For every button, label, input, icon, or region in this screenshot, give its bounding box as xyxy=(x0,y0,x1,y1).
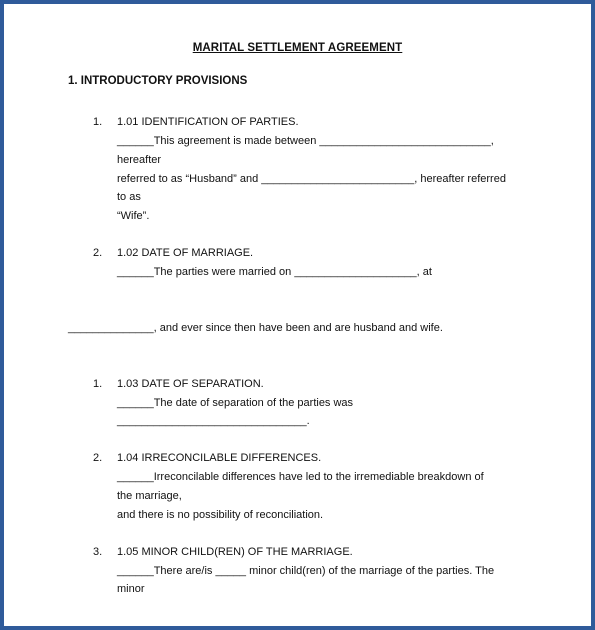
document-title xyxy=(4,42,591,54)
item-heading: 1.02 DATE OF MARRIAGE. xyxy=(117,247,254,259)
item-number: 1. xyxy=(93,378,103,390)
document-title-text: MARITAL SETTLEMENT AGREEMENT xyxy=(192,42,403,54)
item-line: referred to as “Husband” and _________________________, hereafter referred xyxy=(117,173,506,185)
item-heading: 1.01 IDENTIFICATION OF PARTIES. xyxy=(117,116,299,128)
item-line: and there is no possibility of reconciliation. xyxy=(117,509,324,521)
item-heading: 1.03 DATE OF SEPARATION. xyxy=(117,378,264,390)
item-line: ______Irreconcilable differences have led to the irremediable breakdown of xyxy=(117,471,484,483)
item-line: _______________________________. xyxy=(117,415,310,427)
item-line: ______This agreement is made between ____________________________, xyxy=(117,135,494,147)
item-line: hereafter xyxy=(117,154,162,166)
item-number: 1. xyxy=(93,116,103,128)
document-page xyxy=(4,4,591,626)
item-line: “Wife”. xyxy=(117,210,150,222)
section-heading: 1. INTRODUCTORY PROVISIONS xyxy=(68,75,248,87)
item-number: 2. xyxy=(93,247,103,259)
item-line: minor xyxy=(117,583,145,595)
item-heading: 1.04 IRRECONCILABLE DIFFERENCES. xyxy=(117,452,322,464)
item-line: ______There are/is _____ minor child(ren) of the marriage of the parties. The xyxy=(117,565,495,577)
item-line: the marriage, xyxy=(117,490,182,502)
item-line: ______The date of separation of the parties was xyxy=(117,397,354,409)
item-number: 2. xyxy=(93,452,103,464)
item-number: 3. xyxy=(93,546,103,558)
item-heading: 1.05 MINOR CHILD(REN) OF THE MARRIAGE. xyxy=(117,546,353,558)
item-line: to as xyxy=(117,191,141,203)
item-line: ______The parties were married on ____________________, at xyxy=(117,266,432,278)
item-line: ______________, and ever since then have been and are husband and wife. xyxy=(68,322,443,334)
